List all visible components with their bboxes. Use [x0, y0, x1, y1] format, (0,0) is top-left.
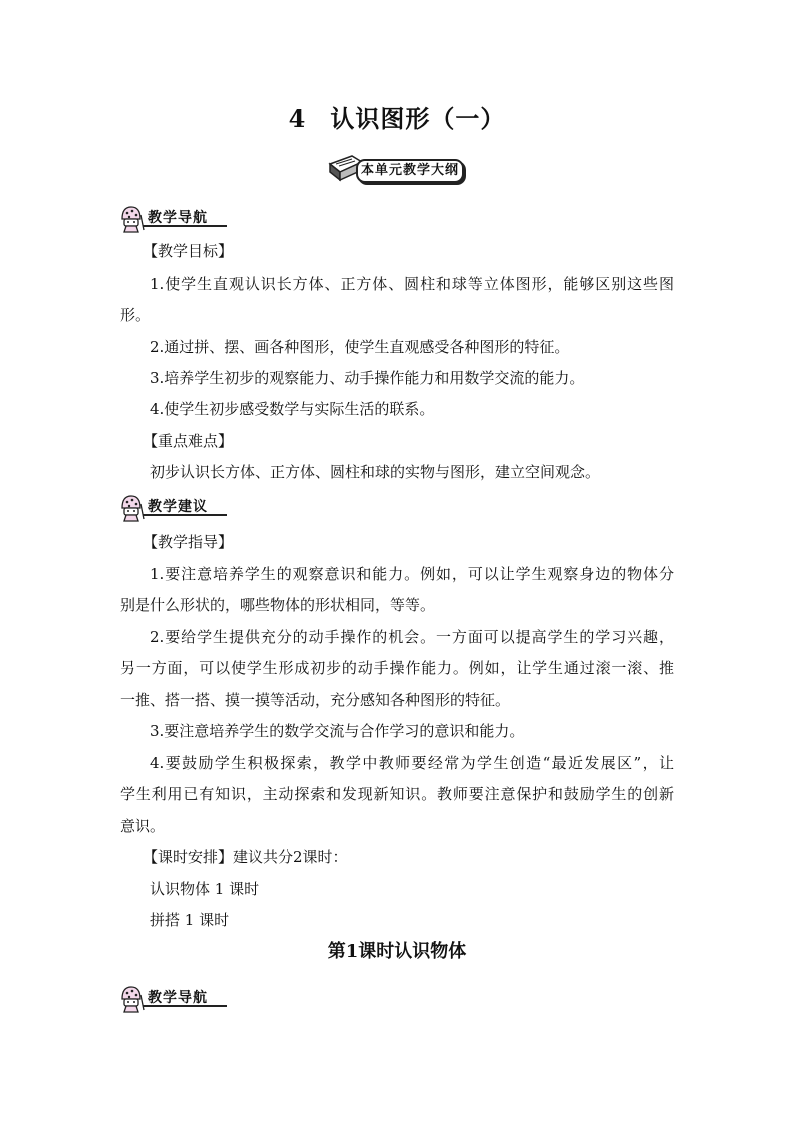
guidance-4-line-3: 意识。: [120, 817, 166, 835]
schedule-item-2: 拼搭 1 课时: [150, 911, 230, 929]
section-header-underline: [143, 225, 227, 227]
chapter-number: 4: [288, 104, 307, 133]
section-header-teaching-nav-2: [117, 983, 237, 1013]
section-header-underline: [143, 1005, 227, 1007]
guidance-2-line-2: 另一方面，可以使学生形成初步的动手操作能力。例如，让学生通过滚一滚、推: [120, 659, 674, 677]
chapter-name: 认识图形（一）: [330, 104, 506, 133]
teacher-doll-icon: [117, 492, 147, 522]
guidance-4-line-1: 4.要鼓励学生积极探索，教学中教师要经常为学生创造“最近发展区”，让: [150, 754, 674, 772]
section-header-label: 教学导航: [148, 210, 208, 226]
guidance-3: 3.要注意培养学生的数学交流与合作学习的意识和能力。: [150, 722, 525, 740]
guidance-1-line-1: 1.要注意培养学生的观察意识和能力。例如，可以让学生观察身边的物体分: [150, 565, 674, 583]
guidance-4-line-2: 学生利用已有知识，主动探索和发现新知识。教师要注意保护和鼓励学生的创新: [120, 785, 674, 803]
section-header-teaching-advice: [117, 492, 237, 522]
unit-outline-label: 本单元教学大纲: [360, 163, 459, 178]
lesson-title: 第1课时认识物体: [327, 941, 467, 962]
guidance-1-line-2: 别是什么形状的，哪些物体的形状相同，等等。: [120, 596, 436, 614]
key-points-text: 初步认识长方体、正方体、圆柱和球的实物与图形，建立空间观念。: [150, 463, 601, 481]
schedule-heading: 【课时安排】建议共分2课时：: [143, 848, 348, 866]
objective-4: 4.使学生初步感受数学与实际生活的联系。: [150, 400, 435, 418]
chapter-title: [0, 99, 794, 134]
unit-outline-label-band: [356, 159, 464, 183]
guidance-2-line-3: 一推、搭一搭、摸一摸等活动，充分感知各种图形的特征。: [120, 691, 511, 709]
objective-3: 3.培养学生初步的观察能力、动手操作能力和用数学交流的能力。: [150, 369, 585, 387]
objective-2: 2.通过拼、摆、画各种图形，使学生直观感受各种图形的特征。: [150, 338, 570, 356]
objective-1-line-2: 形。: [120, 306, 151, 324]
section-header-underline: [143, 514, 227, 516]
schedule-item-1: 认识物体 1 课时: [150, 880, 260, 898]
teacher-doll-icon: [117, 983, 147, 1013]
objective-1-line-1: 1.使学生直观认识长方体、正方体、圆柱和球等立体图形，能够区别这些图: [150, 275, 674, 293]
section-header-label: 教学导航: [148, 990, 208, 1006]
section-header-label: 教学建议: [148, 499, 208, 515]
objectives-heading: 【教学目标】: [143, 242, 234, 260]
teacher-doll-icon: [117, 203, 147, 233]
guidance-heading: 【教学指导】: [143, 533, 234, 551]
unit-outline-banner: [326, 150, 466, 184]
guidance-2-line-1: 2.要给学生提供充分的动手操作的机会。一方面可以提高学生的学习兴趣，: [150, 628, 674, 646]
key-points-heading: 【重点难点】: [143, 432, 234, 450]
section-header-teaching-nav: [117, 203, 237, 233]
